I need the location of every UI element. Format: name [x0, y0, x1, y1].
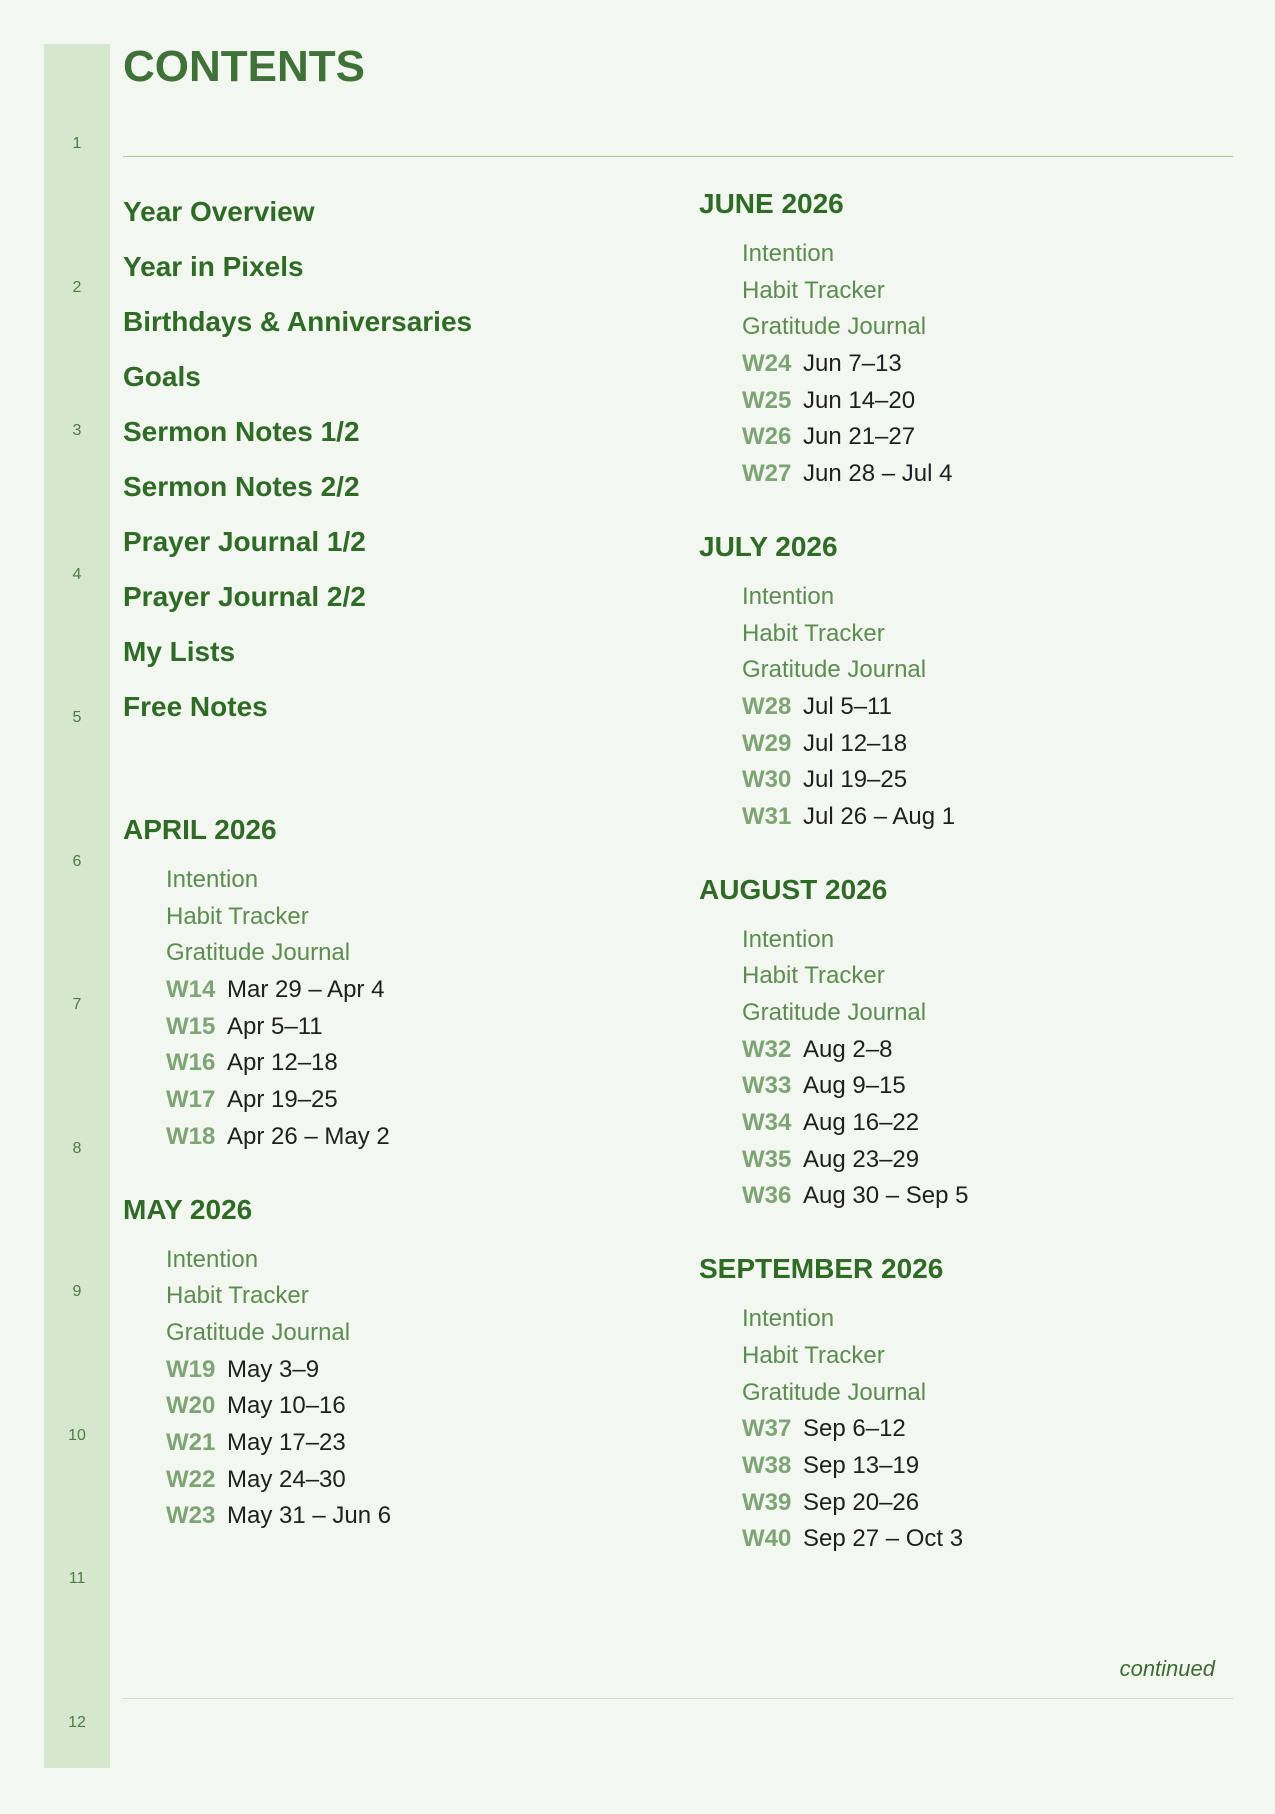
- continued-label: continued: [1119, 1656, 1215, 1681]
- tab-link-11[interactable]: 11: [68, 1570, 86, 1587]
- month-title-april[interactable]: APRIL 2026: [123, 814, 277, 845]
- toc-link-may-intention[interactable]: Intention: [166, 1245, 259, 1273]
- week-link[interactable]: [123, 1009, 472, 1046]
- toc-link-september-gratitude-journal[interactable]: Gratitude Journal: [742, 1378, 927, 1406]
- week-code: W18: [166, 1122, 216, 1150]
- tab-link-1[interactable]: 1: [72, 135, 82, 152]
- month-spacer: [123, 1156, 472, 1190]
- week-code: W23: [166, 1502, 216, 1530]
- toc-link-free-notes[interactable]: Free Notes: [123, 691, 268, 722]
- week-link[interactable]: [123, 1045, 472, 1082]
- toc-link-birthdays-anniversaries[interactable]: Birthdays & Anniversaries: [123, 306, 473, 337]
- week-code: W29: [742, 729, 792, 757]
- week-code: W40: [742, 1525, 792, 1553]
- week-range: Jun 21–27: [803, 423, 916, 451]
- week-code: W15: [166, 1012, 216, 1040]
- week-range: Apr 26 – May 2: [227, 1122, 390, 1150]
- contents-right-column: [699, 184, 968, 1558]
- month-title-june[interactable]: JUNE 2026: [699, 188, 844, 219]
- toc-link-my-lists[interactable]: My Lists: [123, 636, 236, 667]
- month-title-july[interactable]: JULY 2026: [699, 530, 838, 562]
- toc-link-sermon-notes-2[interactable]: Sermon Notes 2/2: [123, 471, 360, 502]
- month-title-august[interactable]: AUGUST 2026: [699, 873, 888, 905]
- week-link[interactable]: [123, 1388, 472, 1425]
- toc-link-july-intention[interactable]: Intention: [742, 582, 835, 610]
- toc-link-prayer-journal-1[interactable]: Prayer Journal 1/2: [123, 526, 366, 557]
- week-link[interactable]: [699, 456, 968, 493]
- toc-link-august-intention[interactable]: Intention: [742, 925, 835, 953]
- week-code: W34: [742, 1109, 792, 1137]
- week-code: W20: [166, 1392, 216, 1420]
- contents-left-column: [123, 184, 472, 1535]
- week-range: Sep 20–26: [803, 1488, 920, 1516]
- week-code: W37: [742, 1415, 792, 1443]
- week-link[interactable]: [123, 1119, 472, 1156]
- toc-link-may-gratitude-journal[interactable]: Gratitude Journal: [166, 1318, 351, 1346]
- week-code: W14: [166, 976, 216, 1004]
- toc-link-september-intention[interactable]: Intention: [742, 1305, 835, 1333]
- week-link[interactable]: [699, 1105, 968, 1142]
- month-block-july: [699, 527, 968, 836]
- tab-link-10[interactable]: 10: [68, 1427, 86, 1444]
- toc-link-august-gratitude-journal[interactable]: Gratitude Journal: [742, 999, 927, 1026]
- tab-link-7[interactable]: 7: [72, 996, 82, 1013]
- week-range: Aug 16–22: [803, 1109, 920, 1137]
- month-title-may[interactable]: MAY 2026: [123, 1193, 253, 1225]
- week-range: Jun 28 – Jul 4: [803, 460, 953, 488]
- week-range: Jul 19–25: [803, 766, 908, 794]
- week-link[interactable]: [699, 1521, 968, 1558]
- week-range: Aug 9–15: [803, 1072, 906, 1100]
- week-code: W32: [742, 1035, 792, 1063]
- week-code: W35: [742, 1145, 792, 1173]
- toc-link-april-intention[interactable]: Intention: [166, 866, 259, 893]
- week-range: Jul 5–11: [803, 692, 892, 720]
- month-block-june: [699, 184, 968, 493]
- week-code: W26: [742, 423, 792, 451]
- week-link[interactable]: [699, 1178, 968, 1215]
- toc-link-may-habit-tracker[interactable]: Habit Tracker: [166, 1282, 309, 1310]
- toc-link-september-habit-tracker[interactable]: Habit Tracker: [742, 1341, 885, 1369]
- week-link[interactable]: [123, 1462, 472, 1499]
- week-link[interactable]: [123, 1082, 472, 1119]
- week-code: W19: [166, 1355, 216, 1383]
- week-range: Apr 12–18: [227, 1049, 338, 1077]
- week-range: May 10–16: [227, 1392, 346, 1420]
- week-link[interactable]: [699, 1068, 968, 1105]
- week-link[interactable]: [699, 726, 968, 763]
- month-block-may: [123, 1190, 472, 1536]
- week-range: Jul 12–18: [803, 729, 908, 757]
- week-code: W16: [166, 1049, 216, 1077]
- week-link[interactable]: [699, 383, 968, 420]
- month-spacer: [699, 836, 968, 870]
- month-block-september: [699, 1249, 968, 1558]
- week-code: W25: [742, 386, 792, 414]
- tab-link-6[interactable]: 6: [72, 853, 82, 870]
- week-code: W28: [742, 692, 792, 720]
- toc-link-june-habit-tracker[interactable]: Habit Tracker: [742, 276, 885, 304]
- week-range: May 24–30: [227, 1465, 346, 1493]
- week-code: W38: [742, 1451, 792, 1479]
- tab-link-4[interactable]: 4: [72, 566, 82, 583]
- page-title: CONTENTS: [123, 42, 365, 91]
- week-code: W17: [166, 1086, 216, 1114]
- toc-link-july-gratitude-journal[interactable]: Gratitude Journal: [742, 656, 927, 684]
- toc-link-year-in-pixels[interactable]: Year in Pixels: [123, 251, 304, 282]
- month-block-august: [699, 870, 968, 1216]
- section-spacer: [123, 734, 472, 810]
- week-link[interactable]: [699, 799, 968, 836]
- week-link[interactable]: [699, 419, 968, 456]
- page-tab-strip: [44, 44, 110, 1768]
- week-range: Aug 23–29: [803, 1145, 920, 1173]
- week-range: Jul 26 – Aug 1: [803, 802, 956, 830]
- week-range: Aug 2–8: [803, 1035, 893, 1063]
- tab-link-5[interactable]: 5: [72, 709, 82, 726]
- week-code: W36: [742, 1182, 792, 1210]
- toc-link-prayer-journal-2[interactable]: Prayer Journal 2/2: [123, 581, 366, 612]
- week-range: Apr 5–11: [227, 1012, 323, 1040]
- title-divider: [123, 156, 1233, 157]
- week-range: Sep 13–19: [803, 1451, 920, 1479]
- week-code: W27: [742, 460, 792, 488]
- week-link[interactable]: [123, 1352, 472, 1389]
- week-link[interactable]: [699, 1032, 968, 1069]
- week-code: W22: [166, 1465, 216, 1493]
- week-range: Sep 27 – Oct 3: [803, 1525, 964, 1553]
- month-block-april: [123, 810, 472, 1156]
- tab-link-9[interactable]: 9: [72, 1283, 82, 1300]
- week-range: Mar 29 – Apr 4: [227, 976, 385, 1004]
- week-range: May 17–23: [227, 1428, 346, 1456]
- week-link[interactable]: [699, 1411, 968, 1448]
- week-range: May 31 – Jun 6: [227, 1502, 392, 1530]
- week-link[interactable]: [699, 762, 968, 799]
- month-spacer: [699, 1215, 968, 1249]
- toc-link-april-gratitude-journal[interactable]: Gratitude Journal: [166, 939, 351, 967]
- toc-link-goals[interactable]: Goals: [123, 361, 201, 392]
- week-link[interactable]: [123, 972, 472, 1009]
- week-range: Apr 19–25: [227, 1086, 338, 1114]
- week-range: May 3–9: [227, 1355, 320, 1383]
- week-link[interactable]: [699, 1142, 968, 1179]
- toc-link-sermon-notes-1[interactable]: Sermon Notes 1/2: [123, 416, 360, 447]
- week-link[interactable]: [699, 346, 968, 383]
- toc-link-july-habit-tracker[interactable]: Habit Tracker: [742, 619, 885, 647]
- week-range: Jun 7–13: [803, 350, 902, 378]
- toc-link-august-habit-tracker[interactable]: Habit Tracker: [742, 962, 885, 990]
- tab-link-12[interactable]: 12: [68, 1714, 86, 1731]
- toc-link-june-intention[interactable]: Intention: [742, 240, 835, 267]
- tab-link-2[interactable]: 2: [72, 279, 82, 296]
- week-code: W39: [742, 1488, 792, 1516]
- week-code: W31: [742, 802, 792, 830]
- week-code: W21: [166, 1428, 216, 1456]
- week-link[interactable]: [699, 1448, 968, 1485]
- week-code: W33: [742, 1072, 792, 1100]
- month-title-september[interactable]: SEPTEMBER 2026: [699, 1253, 944, 1285]
- week-range: Sep 6–12: [803, 1415, 906, 1443]
- week-range: Jun 14–20: [803, 386, 916, 414]
- tab-link-8[interactable]: 8: [72, 1140, 82, 1157]
- week-range: Aug 30 – Sep 5: [803, 1182, 969, 1210]
- toc-link-year-overview[interactable]: Year Overview: [123, 196, 315, 227]
- toc-link-april-habit-tracker[interactable]: Habit Tracker: [166, 902, 309, 930]
- toc-link-june-gratitude-journal[interactable]: Gratitude Journal: [742, 313, 927, 341]
- week-link[interactable]: [123, 1425, 472, 1462]
- week-link[interactable]: [699, 1485, 968, 1522]
- month-spacer: [699, 493, 968, 527]
- week-link[interactable]: [123, 1498, 472, 1535]
- week-code: W24: [742, 350, 792, 378]
- week-link[interactable]: [699, 689, 968, 726]
- week-code: W30: [742, 766, 792, 794]
- tab-link-3[interactable]: 3: [72, 422, 82, 439]
- footer-divider: [123, 1698, 1233, 1699]
